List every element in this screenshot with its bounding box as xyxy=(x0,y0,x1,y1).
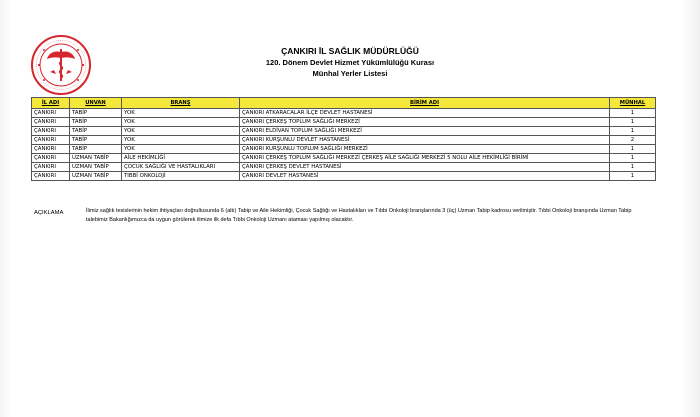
table-row xyxy=(32,136,656,145)
cell-province: ÇANKIRI xyxy=(32,154,70,163)
cell-province: ÇANKIRI xyxy=(32,145,70,154)
title-line-3: Münhal Yerler Listesi xyxy=(312,69,388,78)
cell-branch: YOK xyxy=(122,127,240,136)
ministry-of-health-seal-icon xyxy=(30,34,92,96)
cell-unit: ÇANKIRI KURŞUNLU DEVLET HASTANESİ xyxy=(240,136,610,145)
title-line-2: 120. Dönem Devlet Hizmet Yükümlülüğü Kurası xyxy=(265,58,435,67)
cell-province: ÇANKIRI xyxy=(32,109,70,118)
title-line-1: ÇANKIRI İL SAĞLIK MÜDÜRLÜĞÜ xyxy=(281,46,419,56)
explanation-text: İlimiz sağlık tesislerinin hekim ihtiyaçları doğrultusunda 6 (altı) Tabip ve Aile Hekimliği, Çocuk Sağlığı ve Hastalıkları ve Tıbbi Onkoloji branşlarında 3 (üç) Uzman Tabip kadrosu verilmiştir. Tıbbi Onkoloji branşında Uzman Tabip talebimiz Bakanlığımızca da uygun görülerek ilimize ilk defa Tıbbi Onkoloji Uzmanı ataması yapılmış olacaktır. xyxy=(86,208,632,223)
cell-vacancy: 2 xyxy=(610,136,656,145)
cell-vacancy: 1 xyxy=(610,154,656,163)
table-row xyxy=(32,154,656,163)
cell-province: ÇANKIRI xyxy=(32,172,70,181)
cell-title: TABİP xyxy=(70,145,122,154)
cell-unit: ÇANKIRI ÇERKEŞ TOPLUM SAĞLIĞI MERKEZİ ÇERKEŞ AİLE SAĞLIĞI MERKEZİ 5 NOLU AİLE HEKİMLİĞİ BİRİMİ xyxy=(240,154,610,163)
cell-unit: ÇANKIRI ELDİVAN TOPLUM SAĞLIĞI MERKEZİ xyxy=(240,127,610,136)
cell-vacancy: 1 xyxy=(610,109,656,118)
table-row xyxy=(32,118,656,127)
table-row xyxy=(32,172,656,181)
cell-branch: ÇOCUK SAĞLIĞI VE HASTALIKLARI xyxy=(122,163,240,172)
table-header-row xyxy=(32,98,656,109)
cell-vacancy: 1 xyxy=(610,118,656,127)
cell-unit: ÇANKIRI ATKARACALAR İLÇE DEVLET HASTANESİ xyxy=(240,109,610,118)
cell-branch: YOK xyxy=(122,145,240,154)
column-header-title: UNVAN xyxy=(70,98,122,109)
table-row xyxy=(32,145,656,154)
cell-branch: TIBBİ ONKOLOJİ xyxy=(122,172,240,181)
table-row xyxy=(32,163,656,172)
column-header-branch: BRANŞ xyxy=(122,98,240,109)
cell-branch: AİLE HEKİMLİĞİ xyxy=(122,154,240,163)
cell-vacancy: 1 xyxy=(610,127,656,136)
table-row xyxy=(32,109,656,118)
table-row xyxy=(32,127,656,136)
vacancy-table xyxy=(31,97,656,181)
cell-title: TABİP xyxy=(70,136,122,145)
cell-province: ÇANKIRI xyxy=(32,136,70,145)
cell-title: TABİP xyxy=(70,118,122,127)
column-header-province: İL ADI xyxy=(32,98,70,109)
cell-title: TABİP xyxy=(70,109,122,118)
cell-vacancy: 1 xyxy=(610,145,656,154)
column-header-vacancy: MÜNHAL xyxy=(610,98,656,109)
cell-province: ÇANKIRI xyxy=(32,127,70,136)
cell-branch: YOK xyxy=(122,136,240,145)
cell-vacancy: 1 xyxy=(610,172,656,181)
cell-unit: ÇANKIRI ÇERKEŞ TOPLUM SAĞLIĞI MERKEZİ xyxy=(240,118,610,127)
document-heading xyxy=(200,46,500,79)
cell-title: TABİP xyxy=(70,127,122,136)
cell-province: ÇANKIRI xyxy=(32,118,70,127)
column-header-unit: BİRİM ADI xyxy=(240,98,610,109)
cell-branch: YOK xyxy=(122,118,240,127)
cell-province: ÇANKIRI xyxy=(32,163,70,172)
cell-title: UZMAN TABİP xyxy=(70,154,122,163)
cell-branch: YOK xyxy=(122,109,240,118)
cell-unit: ÇANKIRI ÇERKEŞ DEVLET HASTANESİ xyxy=(240,163,610,172)
cell-unit: ÇANKIRI KURŞUNLU TOPLUM SAĞLIĞI MERKEZİ xyxy=(240,145,610,154)
cell-unit: ÇANKIRI DEVLET HASTANESİ xyxy=(240,172,610,181)
explanation-label: AÇIKLAMA xyxy=(34,210,64,216)
cell-title: UZMAN TABİP xyxy=(70,172,122,181)
cell-vacancy: 1 xyxy=(610,163,656,172)
cell-title: UZMAN TABİP xyxy=(70,163,122,172)
